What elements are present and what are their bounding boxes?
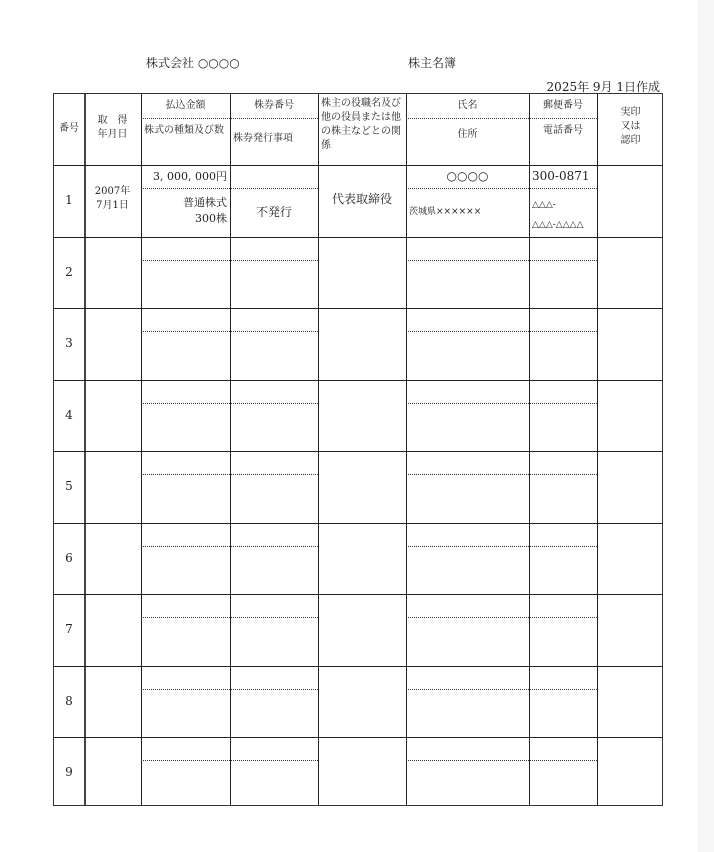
paid-amount: 3, 000, 000円 xyxy=(153,170,227,183)
dotted-divider xyxy=(141,474,318,475)
row-number: 2 xyxy=(65,264,73,279)
dotted-divider xyxy=(406,260,597,261)
column-divider xyxy=(141,94,142,805)
header-paid-amount: 払込金額 xyxy=(165,100,206,111)
dotted-divider xyxy=(406,188,597,189)
dotted-divider xyxy=(406,617,597,618)
header-seal: 実印 又は 認印 xyxy=(620,107,641,146)
header-acquired: 取 得 年月日 xyxy=(97,115,128,140)
row-divider xyxy=(54,666,662,667)
postal-code: 300-0871 xyxy=(532,169,590,183)
dotted-divider xyxy=(406,689,597,690)
dotted-divider xyxy=(406,474,597,475)
company-name: 株式会社 ○○○○ xyxy=(146,56,240,70)
header-cert-issue: 株券発行事項 xyxy=(233,133,293,144)
share-type: 普通株式 300株 xyxy=(183,196,227,225)
header-relation: 株主の役職名及び他の役員または他の株主などとの関係 xyxy=(321,98,401,151)
shareholder-name: ○○○○ xyxy=(446,169,489,183)
cert-issue: 不発行 xyxy=(255,205,292,219)
dotted-divider xyxy=(406,546,597,547)
row-divider xyxy=(54,237,662,238)
header-phone: 電話番号 xyxy=(543,125,583,136)
row-number: 7 xyxy=(65,622,73,636)
dotted-divider xyxy=(406,331,597,332)
dotted-divider xyxy=(141,403,318,404)
header-share-type: 株式の種類及び数 xyxy=(144,125,224,136)
dotted-divider xyxy=(141,118,318,119)
page-edge xyxy=(698,0,714,852)
row-number: 4 xyxy=(65,407,73,422)
column-divider xyxy=(406,94,407,805)
row-number: 8 xyxy=(65,693,73,708)
dotted-divider xyxy=(406,403,597,404)
header-postal: 郵便番号 xyxy=(543,100,583,111)
dotted-divider xyxy=(141,546,318,547)
row-divider xyxy=(54,380,662,381)
dotted-divider xyxy=(406,760,597,761)
column-divider xyxy=(597,94,598,805)
row-divider xyxy=(54,737,662,738)
created-date: 2025年 9月 1日作成 xyxy=(546,80,660,94)
row-number: 9 xyxy=(65,765,73,779)
shareholder-table xyxy=(53,93,663,806)
header-name: 氏名 xyxy=(457,100,478,111)
dotted-divider xyxy=(141,188,318,189)
row-number: 5 xyxy=(65,479,73,493)
phone-number: △△△- △△△-△△△△ xyxy=(532,200,584,230)
shareholder-address: 茨城県×××××× xyxy=(409,207,482,217)
dotted-divider xyxy=(406,118,597,119)
row-divider xyxy=(54,451,662,452)
relation: 代表取締役 xyxy=(331,192,392,206)
column-divider xyxy=(529,94,530,805)
acquired-date: 2007年 7月1日 xyxy=(94,186,131,211)
column-divider xyxy=(230,94,231,805)
row-divider xyxy=(54,523,662,524)
dotted-divider xyxy=(141,260,318,261)
column-divider xyxy=(84,94,86,805)
dotted-divider xyxy=(141,331,318,332)
header-address: 住所 xyxy=(457,129,478,140)
dotted-divider xyxy=(141,760,318,761)
column-divider xyxy=(318,94,319,805)
row-number: 3 xyxy=(65,336,73,350)
row-divider xyxy=(54,308,662,309)
header-number: 番号 xyxy=(59,123,79,134)
row-divider xyxy=(54,165,662,166)
header-cert-number: 株券番号 xyxy=(254,100,294,111)
row-number: 1 xyxy=(65,193,73,207)
dotted-divider xyxy=(141,689,318,690)
row-divider xyxy=(54,594,662,595)
dotted-divider xyxy=(141,617,318,618)
row-number: 6 xyxy=(65,550,73,565)
document-title: 株主名簿 xyxy=(408,56,457,70)
